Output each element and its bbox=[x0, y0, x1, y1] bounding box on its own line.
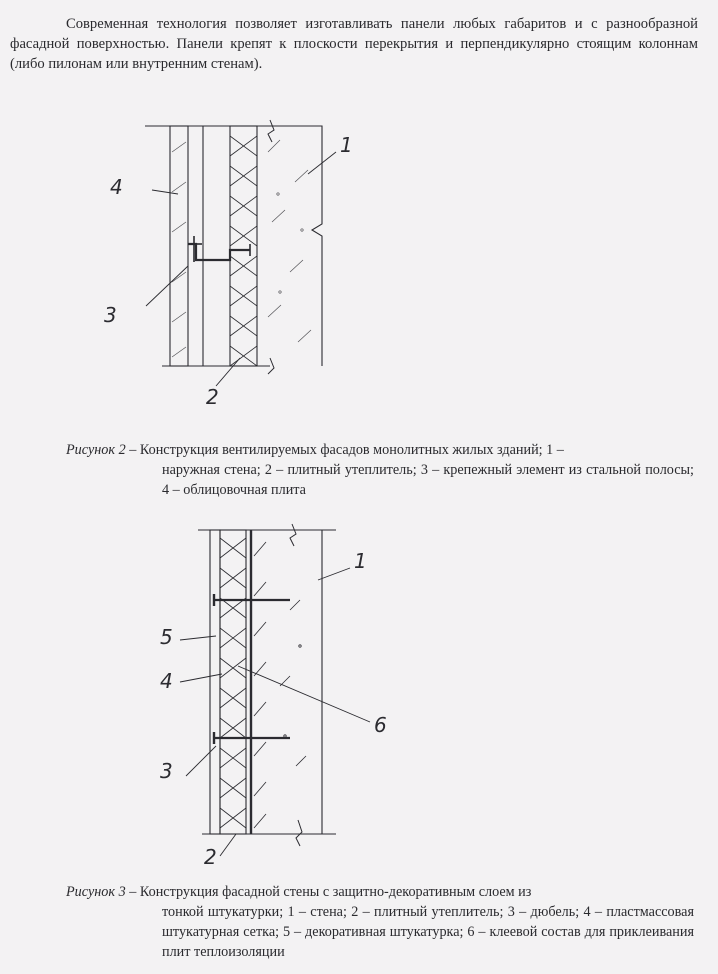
callout-1: 1 bbox=[354, 549, 367, 573]
callout-4: 4 bbox=[160, 669, 173, 693]
callout-1: 1 bbox=[340, 133, 353, 157]
callout-4: 4 bbox=[110, 175, 123, 199]
callout-3: 3 bbox=[104, 303, 117, 327]
insulation-slab bbox=[230, 126, 257, 366]
wall-outline bbox=[251, 530, 322, 834]
callout-5: 5 bbox=[160, 625, 173, 649]
figure-3-drawing bbox=[140, 516, 430, 872]
cladding-panel bbox=[170, 126, 188, 366]
figure-2-svg bbox=[90, 112, 410, 412]
steel-bracket bbox=[188, 244, 250, 260]
callout-6: 6 bbox=[374, 713, 387, 737]
intro-paragraph: Современная технология позволяет изготавливать панели любых габаритов и с разнообразной фасадной поверхностью. Панели крепят к плоскости перекрытия и перпендикулярно стоящим колоннам (либо пилонам или внутренним стенам). bbox=[10, 16, 698, 72]
figure-3-dash: – bbox=[125, 884, 140, 900]
figure-2-dash: – bbox=[125, 442, 140, 458]
figure-3-caption-line1: Конструкция фасадной стены с защитно-декоративным слоем из bbox=[139, 884, 532, 900]
figure-2-caption-rest: наружная стена; 2 – плитный утеплитель; 3 – крепежный элемент из стальной полосы; 4 – облицовочная плита bbox=[162, 462, 694, 498]
wall-outline bbox=[257, 126, 322, 366]
figure-2-caption bbox=[66, 440, 694, 500]
figure-2-caption-line1: Конструкция вентилируемых фасадов монолитных жилых зданий; 1 – bbox=[139, 442, 564, 458]
figure-2-label: Рисунок 2 bbox=[66, 442, 126, 458]
decorative-plaster bbox=[210, 530, 220, 834]
callout-3: 3 bbox=[160, 759, 173, 783]
figure-3-svg bbox=[140, 516, 430, 872]
figure-3-caption-rest: тонкой штукатурки; 1 – стена; 2 – плитный утеплитель; 3 – дюбель; 4 – пластмассовая штукатурная сетка; 5 – декоративная штукатурка; 6 – клеевой состав для приклеивания плит теплоизоляции bbox=[162, 904, 694, 960]
callout-2: 2 bbox=[204, 845, 217, 869]
figure-3-label: Рисунок 3 bbox=[66, 884, 126, 900]
figure-2-drawing bbox=[90, 112, 410, 412]
callout-2: 2 bbox=[206, 385, 219, 409]
figure-3-caption bbox=[66, 882, 694, 962]
